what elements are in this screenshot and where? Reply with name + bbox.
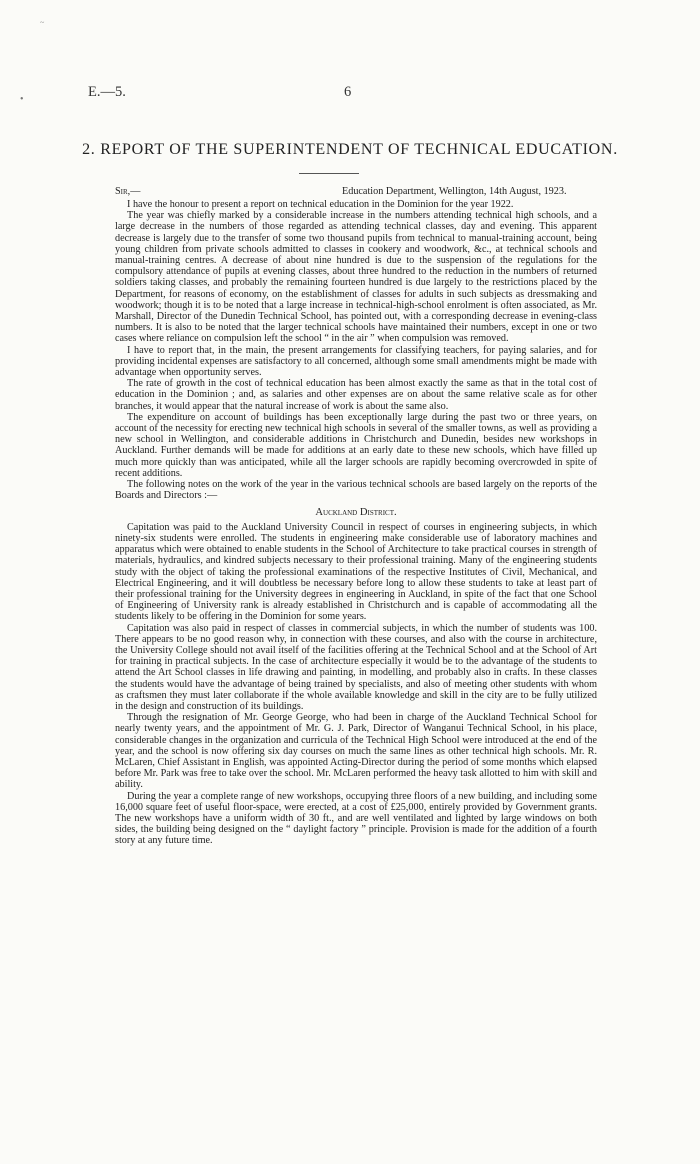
dateline-row xyxy=(115,186,597,199)
paragraph-auckland-4: During the year a complete range of new workshops, occupying three floors of a new building, and including some 16,000 square feet of useful floor-space, were erected, at a cost of £25,000, entirely provided by Government grants. The new workshops have a uniform width of 30 ft., and are well ventilated and lighted by large windows on both sides, the building being designed on the “ daylight factory ” principle. Provision is made for the addition of a fourth story at any future time. xyxy=(115,790,597,847)
section-heading: Auckland District. xyxy=(315,507,397,519)
report-body xyxy=(115,186,597,847)
paragraph-intro-2: The year was chiefly marked by a considerable increase in the numbers attending technical high schools, and a large decrease in the numbers of those regarded as attending technical classes, day and evening. This apparent decrease is largely due to the transfer of some two thousand pupils from technical to manual-training account, being young children from private schools admitted to classes in cookery and woodwork, &c., at technical schools and manual-training centres. A decrease of about nine hundred is due to the suspension of the regulations for the compulsory attendance of pupils at evening classes, about three hundred to the reduction in the numbers of returned soldiers taking classes, and probably the remaining fourteen hundred is due largely to the restrictions placed by the Department, for reasons of economy, on the establishment of classes for adults in such subjects as dressmaking and woodwork; though it is to be noted that a large increase in technical-high-school enrolment is often associated, as Mr. Marshall, Director of the Dunedin Technical School, has pointed out, with a corresponding decrease in evening-class numbers. It is also to be noted that the larger technical schools have maintained their numbers, except in one or two cases where reliance on compulsion left the school “ in the air ” when compulsion was removed. xyxy=(115,210,597,345)
paragraph-auckland-3: Through the resignation of Mr. George George, who had been in charge of the Auckland Technical School for nearly twenty years, and the appointment of Mr. G. J. Park, Director of Wanganui Technical School, in his place, considerable changes in the organization and curricula of the Technical High School were introduced at the end of the year, and the school is now offering six day courses on much the same lines as other technical high schools. Mr. R. McLaren, Chief Assistant in English, was appointed Acting-Director during the period of some months which elapsed before Mr. Park was free to take over the school. Mr. McLaren performed the heavy task allotted to him with skill and ability. xyxy=(115,712,597,791)
paragraph-auckland-1: Capitation was paid to the Auckland University Council in respect of courses in engineering subjects, in which ninety-six students were enrolled. The students in engineering make considerable use of laboratory machines and apparatus which were obtained to enable students in the School of Architecture to take practical courses in strength of materials, hydraulics, and kindred subjects necessary to their professional training. Many of the engineering students study with the object of taking the professional examinations of the respective Institutes of Civil, Mechanical, and Electrical Engineering, and it will doubtless be necessary before long to allow these students to take at least part of their professional training for the University degrees in engineering in Auckland, in spite of the fact that one School of Engineering of University rank is already established in Christchurch and is capable of accommodating all the students likely to be offering in the Dominion for some years. xyxy=(115,521,597,623)
page-number: 6 xyxy=(344,84,352,100)
paragraph-intro-4: The rate of growth in the cost of technical education has been almost exactly the same as that in the total cost of education in the Dominion ; and, as salaries and other expenses are on about the same relative scale as for other branches, it would appear that the natural increase of work is about the same also. xyxy=(115,378,597,412)
report-reference: E.—5. xyxy=(88,84,126,100)
paragraph-intro-6: The following notes on the work of the year in the various technical schools are based largely on the reports of the Boards and Directors :— xyxy=(115,479,597,502)
paragraph-auckland-2: Capitation was also paid in respect of classes in commercial subjects, in which the number of students was 100. There appears to be no good reason why, in connection with these courses, and also with the course in architecture, the University College should not avail itself of the facilities offering at the Technical School and at the School of Art for training in practical subjects. In the case of architecture especially it would be to the advantage of the students to attend the Art School classes in life drawing and painting, in modelling, and probably also in crafts. In these classes the students would have the advantage of being trained by specialists, and also of meeting other students with whom as craftsmen they must later collaborate if the whole available knowledge and skill in the city are to be fully utilized in the design and construction of its buildings. xyxy=(115,622,597,712)
paragraph-intro-5: The expenditure on account of buildings has been exceptionally large during the past two or three years, on account of the necessity for erecting new technical high schools in several of the smaller towns, as well as providing a new school in Wellington, and considerable additions in Christchurch and Dunedin, besides new workshops in Auckland. Further demands will be made for additions at an early date to these new schools, which have filled up much more quickly than was anticipated, while all the larger schools are rapidly becoming overcrowded in spite of recent additions. xyxy=(115,411,597,479)
report-title: 2. REPORT OF THE SUPERINTENDENT OF TECHNICAL EDUCATION. xyxy=(82,141,618,158)
margin-dot: • xyxy=(20,94,24,105)
page-header xyxy=(88,84,612,104)
paragraph-intro-1: I have the honour to present a report on technical education in the Dominion for the year 1922. xyxy=(127,199,514,210)
dateline: Education Department, Wellington, 14th August, 1923. xyxy=(342,186,567,197)
paragraph-intro-3: I have to report that, in the main, the present arrangements for classifying teachers, for paying salaries, and for providing incidental expenses are satisfactory to all concerned, although some small amendments might be made with advantage when opportunity serves. xyxy=(115,344,597,379)
scan-mark: ~ xyxy=(40,18,45,27)
salutation: Sir,— xyxy=(115,186,141,197)
title-rule xyxy=(299,173,359,174)
